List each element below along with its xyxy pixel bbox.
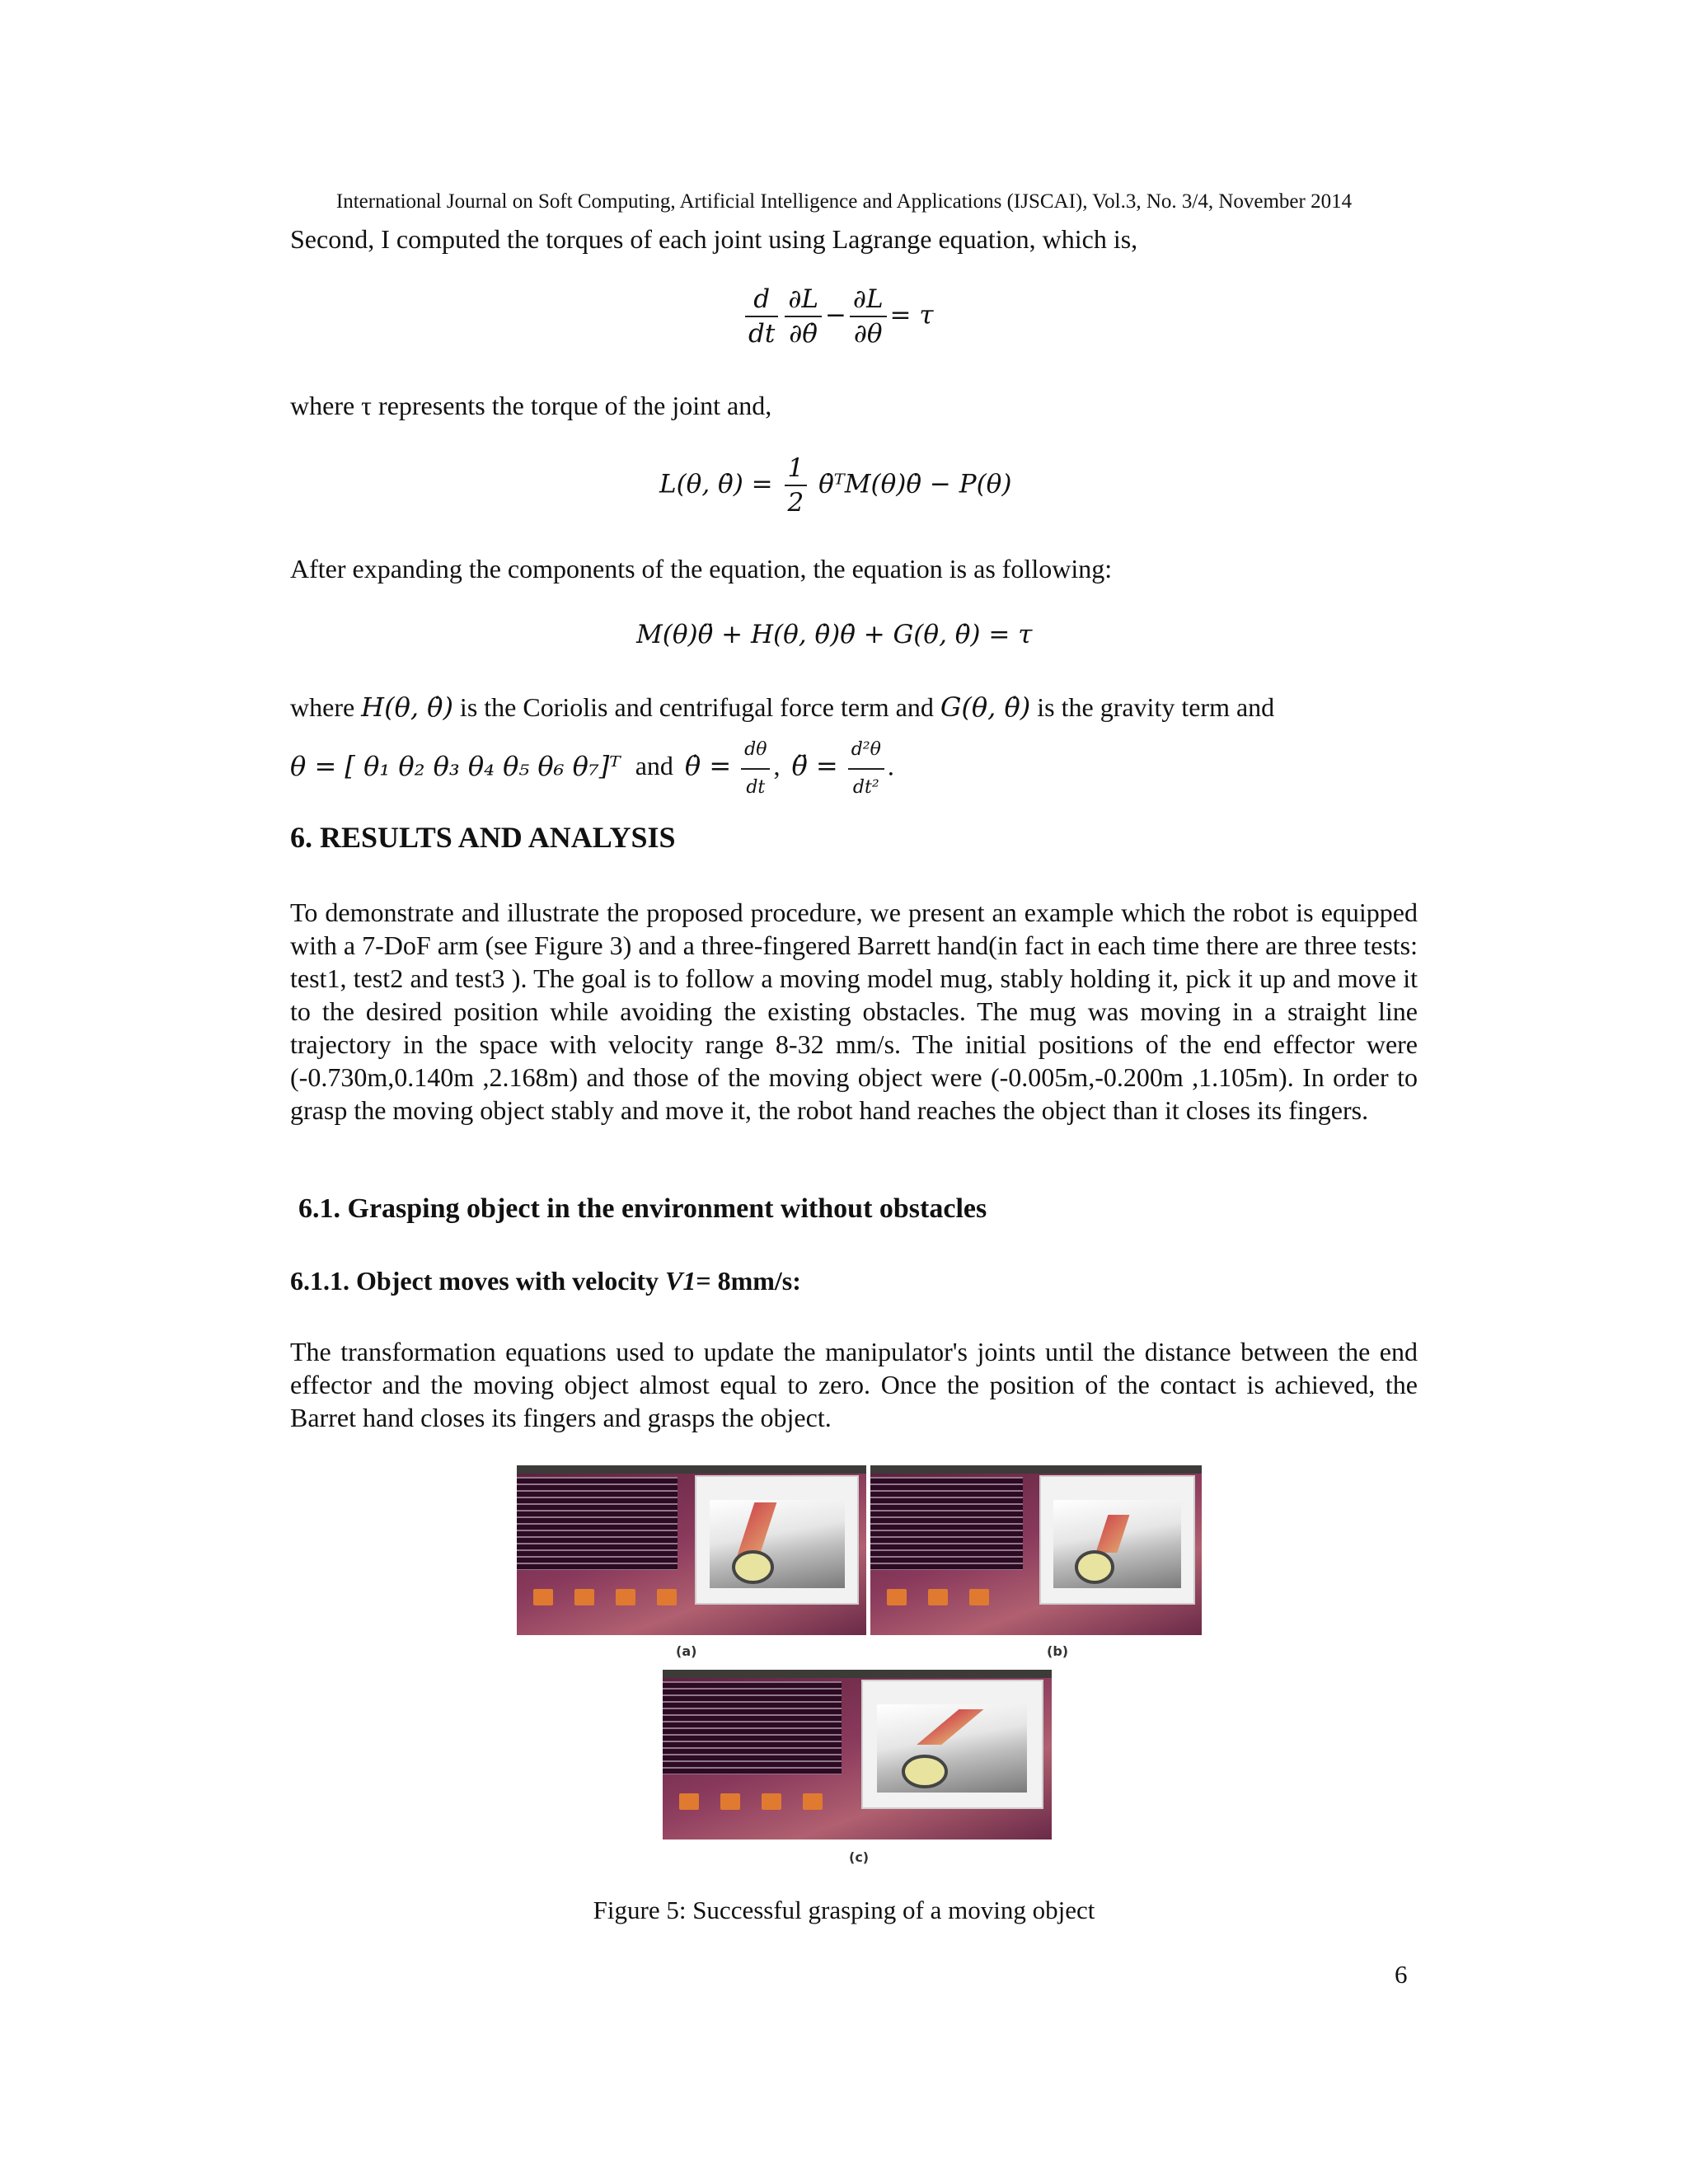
section-heading-results: 6. RESULTS AND ANALYSIS xyxy=(290,821,676,854)
paragraph-transformation: The transformation equations used to update the manipulator's joints until the distance between the end effector and the moving object almost equal to zero. Once the position of the contact is achieved, the Barret hand closes its fingers and grasps the object. xyxy=(290,1337,1418,1432)
paragraph-tau: where τ represents the torque of the joint and, xyxy=(290,391,772,420)
paragraph-where-terms: where H(θ, θ̇) is the Coriolis and centrifugal force term and G(θ, θ̇) is the gravity term and xyxy=(290,691,1275,723)
paragraph-expand: After expanding the components of the equation, the equation is as following: xyxy=(290,554,1113,583)
frac-dtheta-dt: $\frac{d\theta}{dt}$ xyxy=(741,733,770,804)
frac-d-dt: $\frac{d}{dt}$ xyxy=(745,284,778,349)
subsubsection-heading-6-1-1: 6.1.1. Object moves with velocity V1= 8mm/s: xyxy=(290,1266,801,1296)
figure-label-c: (c) xyxy=(849,1849,870,1865)
frac-dl-dtheta: $\frac{\partial L}{\partial\theta}$ xyxy=(850,284,887,349)
paragraph-theta-definition: θ = [ θ₁ θ₂ θ₃ θ₄ θ₅ θ₆ θ₇]ᵀ and θ̇ = $\frac{d\theta}{dt}$ , θ̈ = $\frac{\text{d²θ}}{\text{dt²}}$ . xyxy=(290,733,1444,804)
journal-header: International Journal on Soft Computing, Artificial Intelligence and Applications (IJSCAI), Vol.3, No. 3/4, November 2014 xyxy=(335,190,1353,213)
figure-5c-screenshot xyxy=(663,1670,1052,1840)
coriolis-term: H(θ, θ̇) xyxy=(361,691,453,723)
figure-5a-screenshot xyxy=(517,1465,866,1635)
paragraph-results: To demonstrate and illustrate the proposed procedure, we present an example which the robot is equipped with a 7-DoF arm (see Figure 3) and a three-fingered Barrett hand(in fact in each time there are three tests: test1, test2 and test3 ). The goal is to follow a moving model mug, stably holding it, pick it up and move it to the desired position while avoiding the existing obstacles. The mug was moving in a straight line trajectory in the space with velocity range 8-32 mm/s. The initial positions of the end effector were (-0.730m,0.140m ,2.168m) and those of the moving object were (-0.005m,-0.200m ,1.105m). In order to grasp the moving object stably and move it, the robot hand reaches the object than it closes its fingers. xyxy=(290,898,1418,1125)
equation-dynamics: M(θ)θ̈ + H(θ, θ̇)θ̇ + G(θ, θ̇) = τ xyxy=(636,620,1033,649)
paragraph-lagrange-intro: Second, I computed the torques of each joint using Lagrange equation, which is, xyxy=(290,224,1138,254)
equation-lagrange xyxy=(742,284,934,349)
gravity-term: G(θ, θ̇) xyxy=(940,691,1031,723)
subsection-heading-6-1: 6.1. Grasping object in the environment without obstacles xyxy=(298,1193,987,1224)
figure-5b-screenshot xyxy=(870,1465,1202,1635)
frac-one-half: $\frac{1}{2}$ xyxy=(785,453,808,518)
figure-label-b: (b) xyxy=(1047,1643,1069,1659)
figure-5-caption: Figure 5: Successful grasping of a moving object xyxy=(593,1896,1095,1924)
equation-rhs-tau: = τ xyxy=(889,300,934,330)
minus-sign: − xyxy=(824,300,846,330)
lagrangian-rhs: θ̇ᵀM(θ)θ̇ − P(θ) xyxy=(818,469,1012,499)
equation-lagrangian xyxy=(659,453,1011,518)
frac-d2theta-dt2: $\frac{\text{d²θ}}{\text{dt²}}$ xyxy=(848,733,884,804)
frac-dl-dthetadot: $\frac{\partial L}{\partial\thetȧ}$ xyxy=(785,284,822,349)
lagrangian-lhs: L(θ, θ̇) = xyxy=(659,469,773,499)
page-number: 6 xyxy=(1395,1960,1408,1989)
theta-vector: θ = [ θ₁ θ₂ θ₃ θ₄ θ₅ θ₆ θ₇]ᵀ xyxy=(290,750,621,782)
figure-label-a: (a) xyxy=(676,1643,697,1659)
